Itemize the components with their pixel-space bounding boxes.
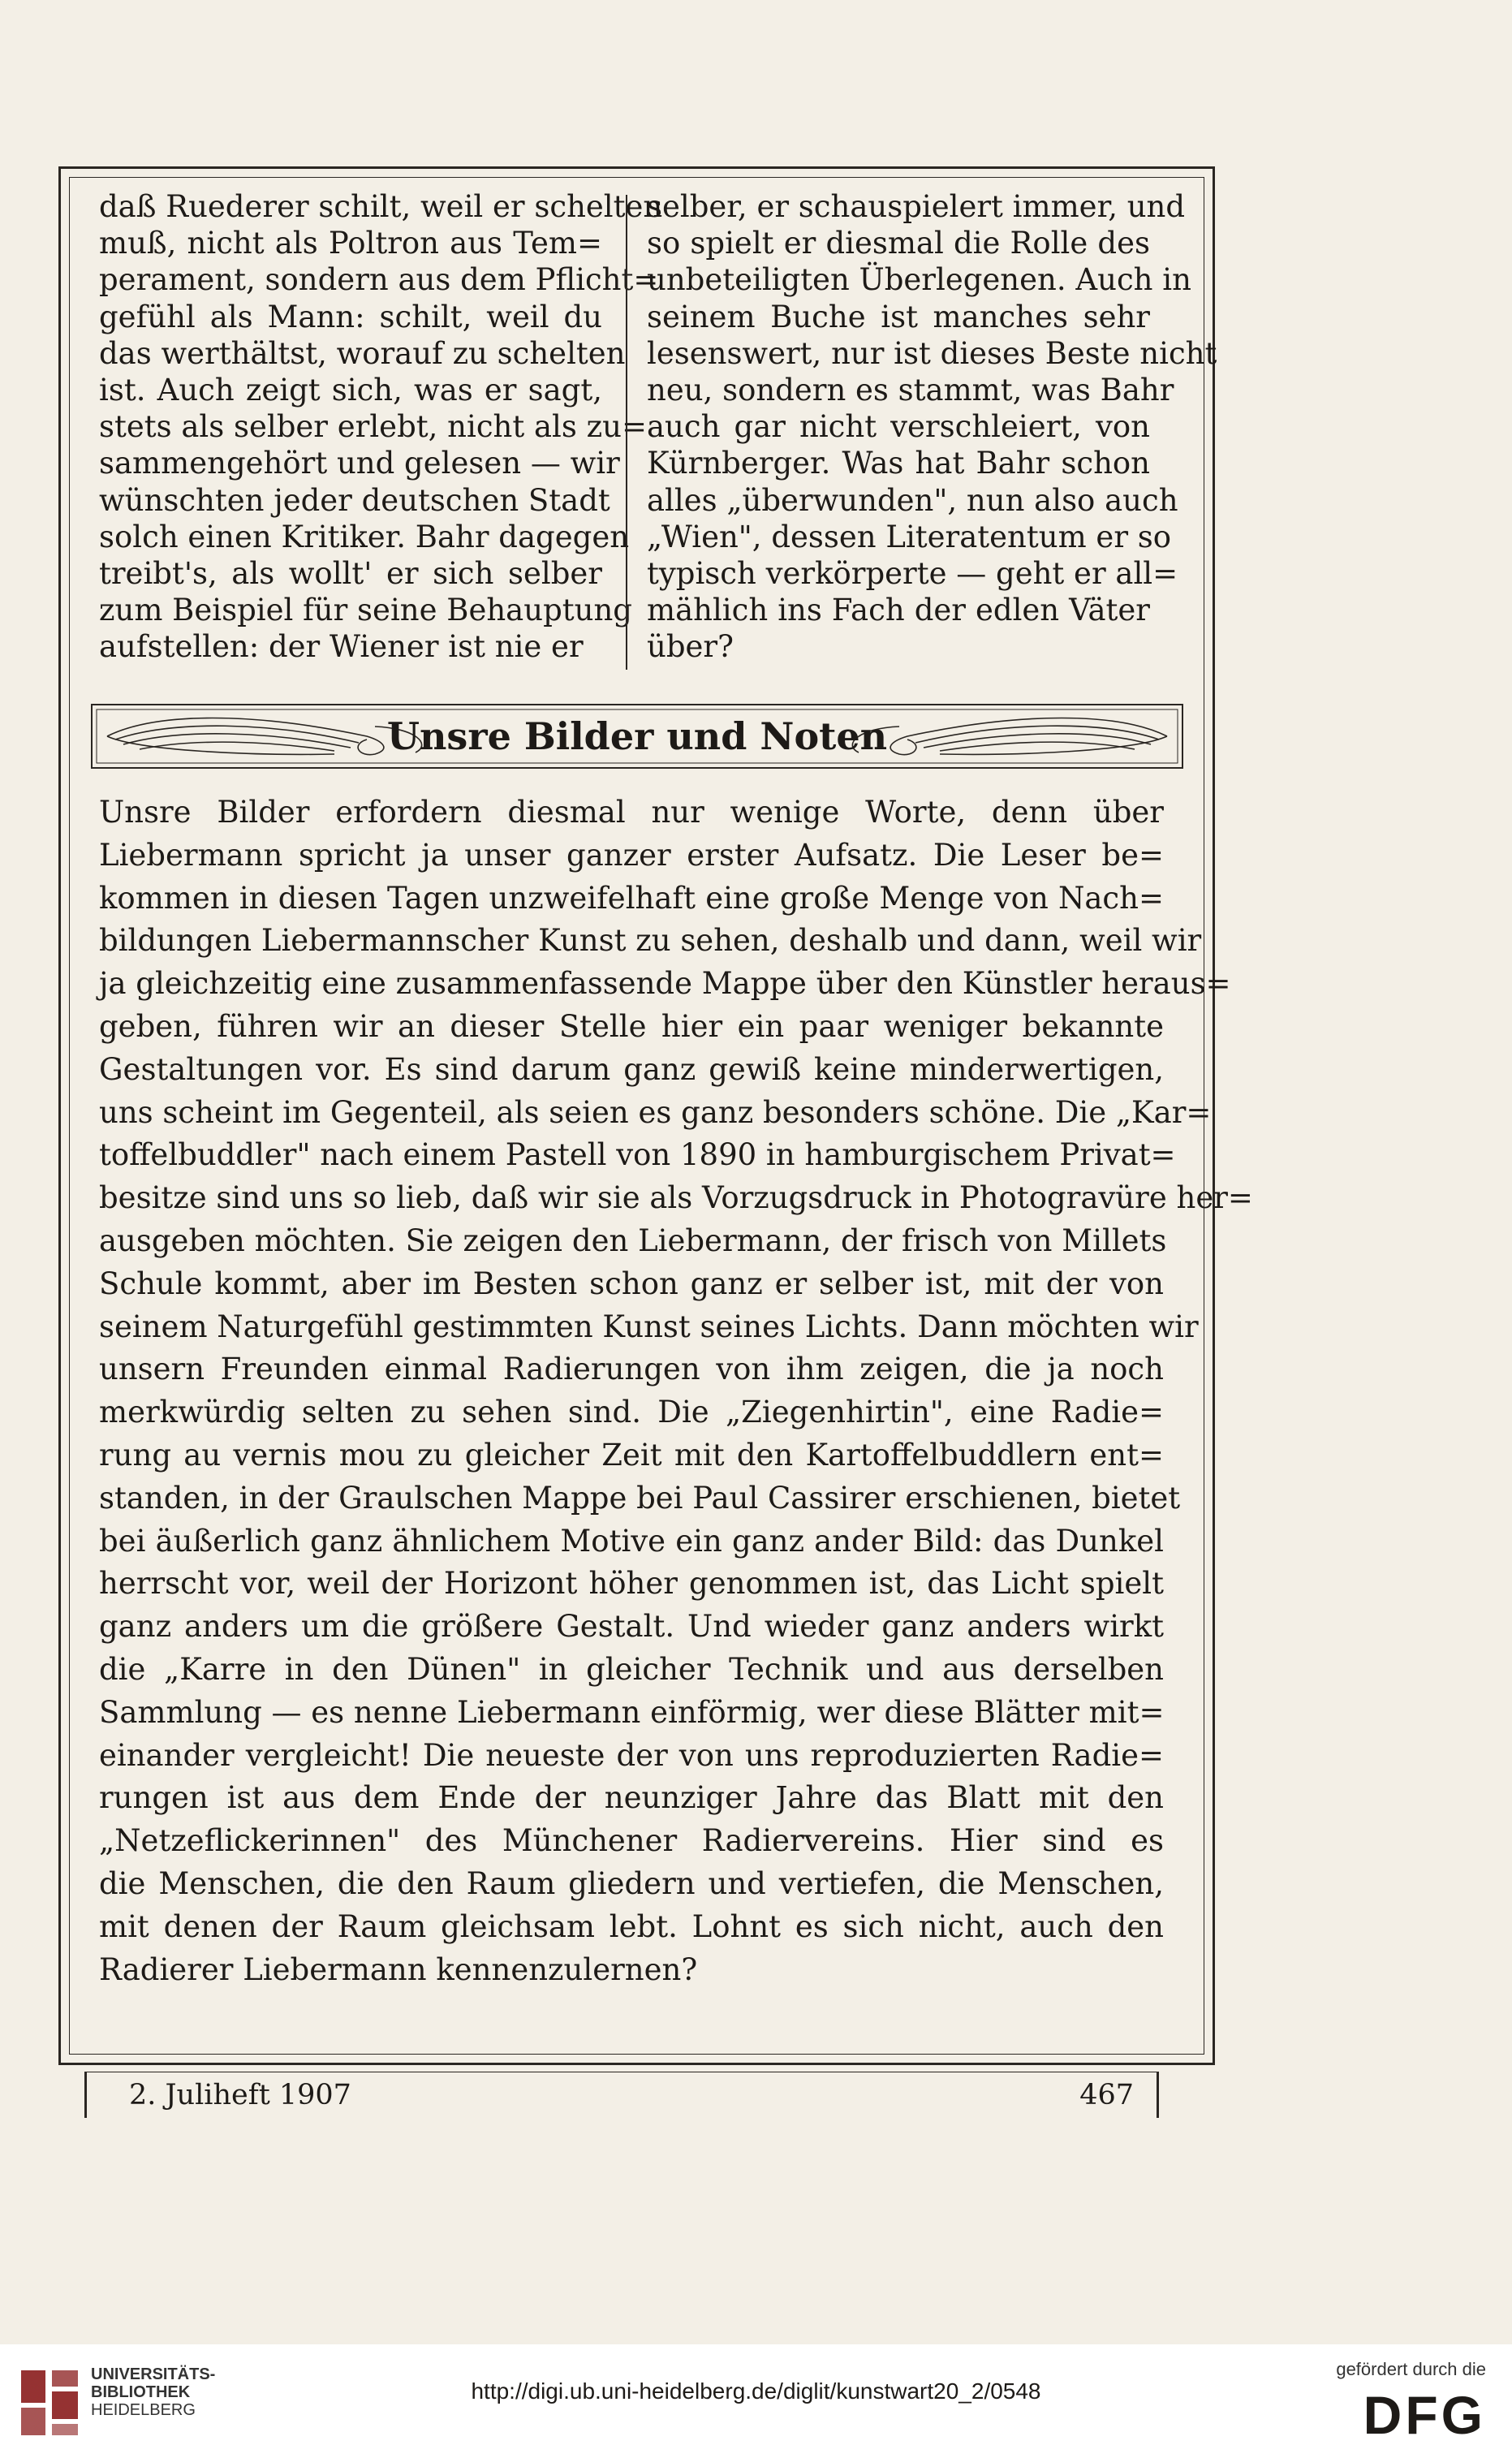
dfg-logo: DFG bbox=[1363, 2385, 1486, 2445]
text-line: wünschten jeder deutschen Stadt bbox=[99, 482, 610, 518]
university-name-line1: UNIVERSITÄTS- bbox=[91, 2365, 216, 2383]
university-name-line2: BIBLIOTHEK bbox=[91, 2383, 191, 2401]
text-line: einander vergleicht! Die neueste der von uns reproduzierten Radie= bbox=[99, 1737, 1164, 1773]
text-line: perament, sondern aus dem Pflicht= bbox=[99, 262, 659, 298]
text-line: ausgeben möchten. Sie zeigen den Liebermann, der frisch von Millets bbox=[99, 1223, 1167, 1258]
text-line: treibt's, als wollt' er sich selber bbox=[99, 556, 602, 592]
text-line: ja gleichzeitig eine zusammenfassende Mappe über den Künstler heraus= bbox=[99, 966, 1231, 1002]
text-line: Kürnberger. Was hat Bahr schon bbox=[647, 446, 1150, 481]
text-line: lesenswert, nur ist dieses Beste nicht bbox=[647, 335, 1217, 371]
text-line: solch einen Kritiker. Bahr dagegen bbox=[99, 519, 630, 554]
text-line: uns scheint im Gegenteil, als seien es ganz besonders schöne. Die „Kar= bbox=[99, 1094, 1212, 1130]
text-line: merkwürdig selten zu sehen sind. Die „Ziegenhirtin", eine Radie= bbox=[99, 1395, 1164, 1430]
text-line: so spielt er diesmal die Rolle des bbox=[647, 226, 1150, 261]
text-line: unsern Freunden einmal Radierungen von ihm zeigen, die ja noch bbox=[99, 1352, 1164, 1387]
column-divider bbox=[626, 195, 627, 670]
body-text bbox=[99, 791, 1253, 1991]
funding-caption: gefördert durch die bbox=[1336, 2359, 1486, 2379]
text-line: bei äußerlich ganz ähnlichem Motive ein ganz ander Bild: das Dunkel bbox=[99, 1523, 1164, 1559]
text-line: Radierer Liebermann kennenzulernen? bbox=[99, 1951, 698, 1987]
text-line: seinem Naturgefühl gestimmten Kunst seines Lichts. Dann möchten wir bbox=[99, 1309, 1199, 1344]
issue-label: 2. Juliheft 1907 bbox=[129, 2079, 351, 2111]
text-line: typisch verkörperte — geht er all= bbox=[647, 556, 1178, 592]
text-line: rungen ist aus dem Ende der neunziger Jahre das Blatt mit den bbox=[99, 1780, 1164, 1816]
text-line: „Wien", dessen Literatentum er so bbox=[647, 519, 1172, 554]
text-line: neu, sondern es stammt, was Bahr bbox=[647, 373, 1174, 408]
text-line: Schule kommt, aber im Besten schon ganz er selber ist, mit der von bbox=[99, 1266, 1164, 1301]
text-line: rung au vernis mou zu gleicher Zeit mit den Kartoffelbuddlern ent= bbox=[99, 1437, 1164, 1473]
text-line: unbeteiligten Überlegenen. Auch in bbox=[647, 262, 1191, 298]
text-line: die Menschen, die den Raum gliedern und vertiefen, die Menschen, bbox=[99, 1865, 1164, 1901]
text-line: muß, nicht als Poltron aus Tem= bbox=[99, 226, 602, 261]
text-line: besitze sind uns so lieb, daß wir sie als Vorzugsdruck in Photogravüre her= bbox=[99, 1180, 1253, 1216]
section-heading: Unsre Bilder und Noten bbox=[386, 714, 888, 758]
section-heading-bar bbox=[91, 704, 1183, 769]
text-line: kommen in diesen Tagen unzweifelhaft eine große Menge von Nach= bbox=[99, 880, 1164, 916]
text-line: das werthältst, worauf zu schelten bbox=[99, 335, 626, 371]
text-line: Liebermann spricht ja unser ganzer erster Aufsatz. Die Leser be= bbox=[99, 837, 1164, 873]
text-line: herrscht vor, weil der Horizont höher genommen ist, das Licht spielt bbox=[99, 1566, 1164, 1602]
text-line: Sammlung — es nenne Liebermann einförmig, wer diese Blätter mit= bbox=[99, 1694, 1165, 1730]
text-line: zum Beispiel für seine Behauptung bbox=[99, 593, 632, 628]
text-line: ganz anders um die größere Gestalt. Und wieder ganz anders wirkt bbox=[99, 1609, 1164, 1645]
text-line: seinem Buche ist manches sehr bbox=[647, 299, 1150, 334]
text-line: gefühl als Mann: schilt, weil du bbox=[99, 299, 602, 334]
text-line: alles „überwunden", nun also auch bbox=[647, 482, 1178, 518]
university-name-line3: HEIDELBERG bbox=[91, 2401, 196, 2419]
text-line: aufstellen: der Wiener ist nie er bbox=[99, 629, 584, 665]
text-line: ist. Auch zeigt sich, was er sagt, bbox=[99, 373, 602, 408]
text-line: mit denen der Raum gleichsam lebt. Lohnt es sich nicht, auch den bbox=[99, 1908, 1164, 1944]
digitization-footer bbox=[0, 2344, 1512, 2458]
text-line: daß Ruederer schilt, weil er schelten bbox=[99, 189, 663, 224]
text-line: bildungen Liebermannscher Kunst zu sehen, deshalb und dann, weil wir bbox=[99, 923, 1202, 959]
page-number: 467 bbox=[1079, 2079, 1134, 2111]
text-line: Unsre Bilder erfordern diesmal nur wenige Worte, denn über bbox=[99, 795, 1164, 830]
right-column bbox=[647, 188, 1217, 666]
page-footer bbox=[84, 2072, 1159, 2118]
text-line: mählich ins Fach der edlen Väter bbox=[647, 593, 1150, 628]
text-line: stets als selber erlebt, nicht als zu= bbox=[99, 409, 647, 445]
text-line: sammengehört und gelesen — wir bbox=[99, 446, 620, 481]
text-line: toffelbuddler" nach einem Pastell von 1890 in hamburgischem Privat= bbox=[99, 1137, 1176, 1173]
text-line: geben, führen wir an dieser Stelle hier ein paar weniger bekannte bbox=[99, 1008, 1164, 1044]
text-line: die „Karre in den Dünen" in gleicher Technik und aus derselben bbox=[99, 1651, 1164, 1687]
text-line: über? bbox=[647, 629, 734, 665]
text-line: standen, in der Graulschen Mappe bei Paul Cassirer erschienen, bietet bbox=[99, 1480, 1181, 1516]
text-line: Gestaltungen vor. Es sind darum ganz gewiß keine minderwertigen, bbox=[99, 1051, 1164, 1087]
text-line: selber, er schauspielert immer, und bbox=[647, 189, 1186, 224]
text-line: „Netzeflickerinnen" des Münchener Radiervereins. Hier sind es bbox=[99, 1823, 1164, 1859]
text-line: auch gar nicht verschleiert, von bbox=[647, 409, 1150, 445]
source-url[interactable]: http://digi.ub.uni-heidelberg.de/diglit/kunstwart20_2/0548 bbox=[471, 2378, 1041, 2404]
left-column bbox=[99, 188, 663, 666]
